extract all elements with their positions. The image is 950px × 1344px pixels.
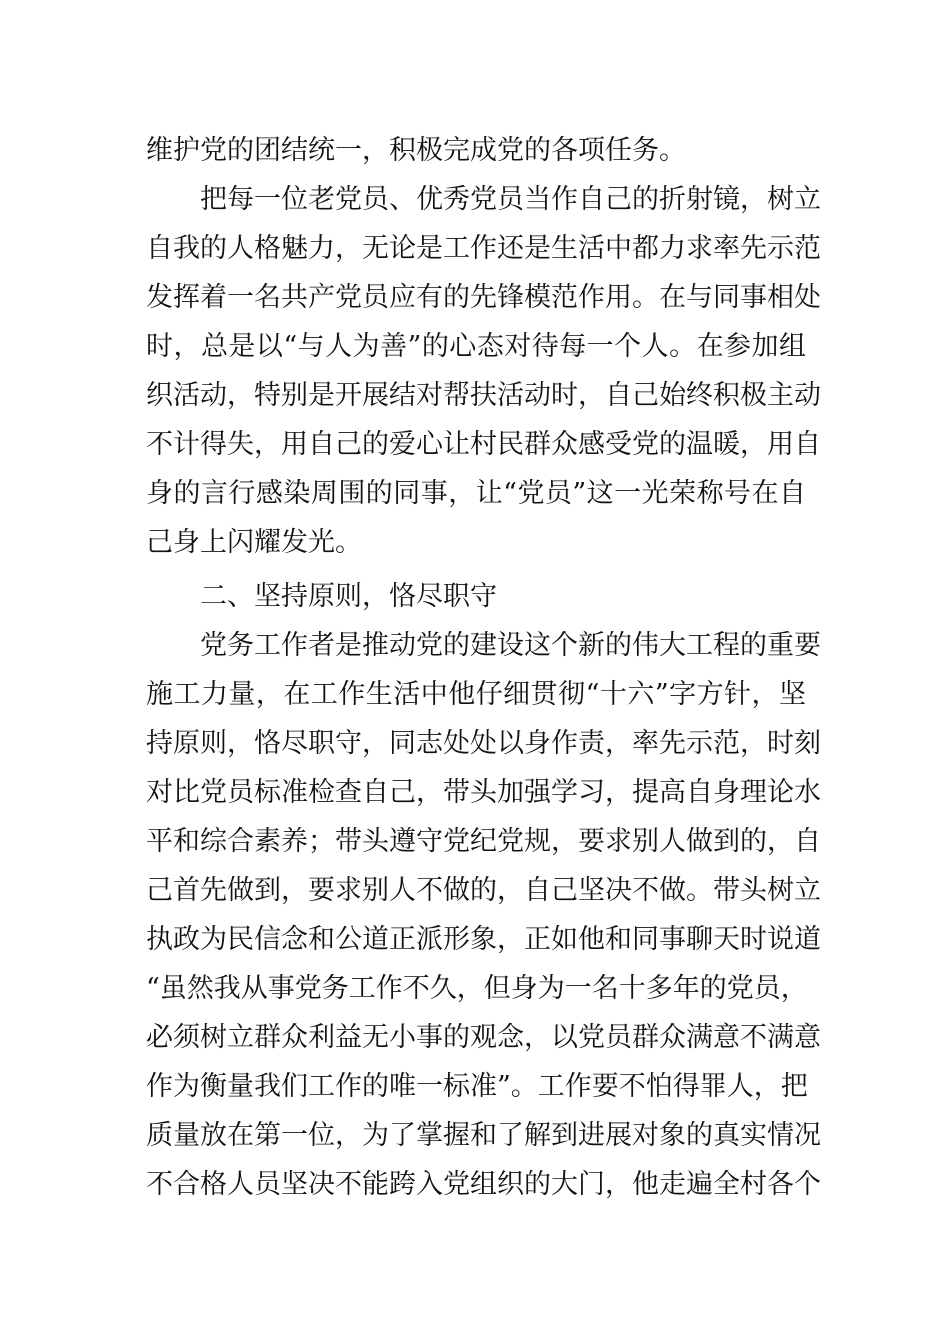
paragraph-line: 必须树立群众利益无小事的观念，以党员群众满意不满意 <box>146 1022 821 1053</box>
paragraph-line: 织活动，特别是开展结对帮扶活动时，自己始终积极主动 <box>146 380 821 411</box>
paragraph-line: 作为衡量我们工作的唯一标准”。工作要不怕得罪人，把 <box>146 1071 808 1102</box>
paragraph-line: “虽然我从事党务工作不久，但身为一名十多年的党员， <box>146 973 808 1004</box>
paragraph-line: 对比党员标准检查自己，带头加强学习，提高自身理论水 <box>146 777 821 808</box>
paragraph-line: 己身上闪耀发光。 <box>146 527 362 558</box>
paragraph-line: 不合格人员坚决不能跨入党组织的大门，他走遍全村各个 <box>146 1169 821 1200</box>
paragraph-line: 维护党的团结统一，积极完成党的各项任务。 <box>146 135 686 166</box>
paragraph-line: 把每一位老党员、优秀党员当作自己的折射镜，树立 <box>200 184 821 215</box>
paragraph-line: 党务工作者是推动党的建设这个新的伟大工程的重要 <box>200 630 821 661</box>
paragraph-line: 质量放在第一位，为了掌握和了解到进展对象的真实情况 <box>146 1120 821 1151</box>
paragraph-line: 发挥着一名共产党员应有的先锋模范作用。在与同事相处 <box>146 282 821 313</box>
paragraph-line: 己首先做到，要求别人不做的，自己坚决不做。带头树立 <box>146 875 821 906</box>
paragraph-line: 施工力量，在工作生活中他仔细贯彻“十六”字方针，坚 <box>146 679 806 710</box>
paragraph-line: 执政为民信念和公道正派形象，正如他和同事聊天时说道 <box>146 924 821 955</box>
paragraph-line: 身的言行感染周围的同事，让“党员”这一光荣称号在自 <box>146 478 806 509</box>
paragraph-line: 不计得失，用自己的爱心让村民群众感受党的温暖，用自 <box>146 429 821 460</box>
paragraph-line: 自我的人格魅力，无论是工作还是生活中都力求率先示范 <box>146 233 821 264</box>
paragraph-line: 时，总是以“与人为善”的心态对待每一个人。在参加组 <box>146 331 806 362</box>
paragraph-line: 持原则，恪尽职守，同志处处以身作责，率先示范，时刻 <box>146 728 821 759</box>
section-heading: 二、坚持原则，恪尽职守 <box>200 581 497 612</box>
paragraph-line: 平和综合素养；带头遵守党纪党规，要求别人做到的，自 <box>146 826 821 857</box>
